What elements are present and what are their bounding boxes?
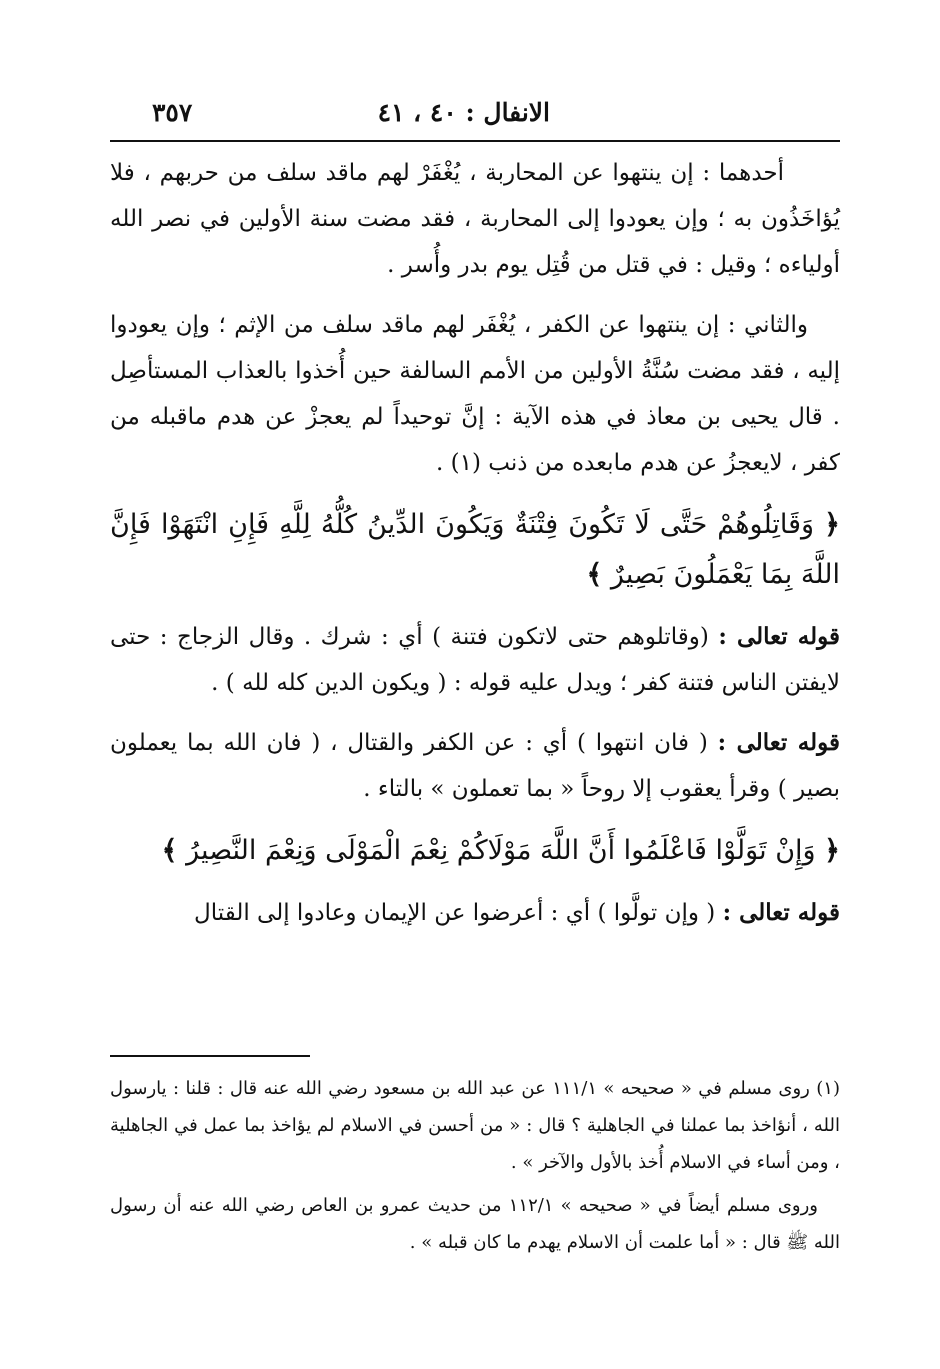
commentary-text: (وقاتلوهم حتى لاتكون فتنة ) أي : شرك . وقال الزجاج : حتى لايفتن الناس فتنة كفر ؛ ويدل عليه قوله : ( ويكون الدين كله لله ) .	[110, 624, 840, 696]
page-header	[110, 98, 840, 134]
commentary-paragraph	[110, 720, 840, 812]
commentary-text: ( فان انتهوا ) أي : عن الكفر والقتال ، ( فان الله بما يعملون بصير ) وقرأ يعقوب إلا روحاً « بما تعملون » بالتاء .	[110, 730, 840, 802]
commentary-label: قوله تعالى :	[718, 623, 841, 650]
book-page	[110, 80, 840, 1310]
paragraph-second-opinion: والثاني : إن ينتهوا عن الكفر ، يُغْفَر لهم ماقد سلف من الإثم ؛ وإن يعودوا إليه ، فقد مضت سُنَّةُ الأولين من الأمم السالفة حين أُخذوا بالعذاب المستأصِل . قال يحيى بن معاذ في هذه الآية : إنَّ توحيداً لم يعجزْ عن هدم ماقبله من كفر ، لايعجزُ عن هدم مابعده من ذنب (١) .	[110, 312, 840, 476]
verse-text: وَإِنْ تَوَلَّوْا فَاعْلَمُوا أَنَّ اللَّهَ مَوْلَاكُمْ نِعْمَ الْمَوْلَى وَنِعْمَ النَّصِيرُ	[186, 835, 816, 866]
verse-open-bracket: ﴿	[824, 835, 840, 866]
commentary-paragraph	[110, 890, 840, 936]
footnote-rule	[110, 1055, 310, 1057]
paragraph-first-opinion: أحدهما : إن ينتهوا عن المحاربة ، يُغْفَرْ لهم ماقد سلف من حربهم ، فلا يُؤاخَذُون به ؛ وإن يعودوا إلى المحاربة ، فقد مضت سنة الأولين في نصر الله أولياءه ؛ وقيل : في قتل من قُتِل يوم بدر وأُسر .	[110, 160, 840, 278]
quran-verse-40	[110, 826, 840, 876]
header-rule	[110, 140, 840, 142]
verse-text: وَقَاتِلُوهُمْ حَتَّى لَا تَكُونَ فِتْنَةٌ وَيَكُونَ الدِّينُ كُلُّهُ لِلَّهِ فَإِنِ انْتَهَوْا فَإِنَّ اللَّهَ بِمَا يَعْمَلُونَ بَصِيرٌ	[110, 509, 840, 590]
verse-close-bracket: ﴾	[161, 835, 178, 866]
page-number: ٣٥٧	[152, 98, 193, 127]
commentary-paragraph	[110, 614, 840, 706]
footnote-1-continued: وروى مسلم أيضاً في « صحيحه » ١١٢/١ من حديث عمرو بن العاص رضي الله عنه أن رسول الله ﷺ قال : « أما علمت أن الاسلام يهدم ما كان قبله » .	[110, 1195, 840, 1253]
main-text	[110, 150, 840, 950]
verse-close-bracket: ﴾	[586, 559, 603, 590]
commentary-label: قوله تعالى :	[717, 729, 841, 756]
footnote-1: (١) روى مسلم في « صحيحه » ١١١/١ عن عبد الله بن مسعود رضي الله عنه قال : قلنا : يارسول الله ، أنؤاخذ بما عملنا في الجاهلية ؟ قال : « من أحسن في الاسلام لم يؤاخذ بما عمل في الجاهلية ، ومن أساء في الاسلام أُخذ بالأول والآخر » .	[110, 1078, 840, 1173]
verse-open-bracket: ﴿	[824, 509, 840, 540]
quran-verse-39	[110, 500, 840, 600]
running-head-surah: الانفال : ٤٠ ، ٤١	[377, 98, 550, 127]
commentary-label: قوله تعالى :	[722, 899, 840, 926]
commentary-text: ( وإن تولَّوا ) أي : أعرضوا عن الإيمان وعادوا إلى القتال	[194, 900, 716, 926]
footnotes	[110, 1070, 840, 1267]
